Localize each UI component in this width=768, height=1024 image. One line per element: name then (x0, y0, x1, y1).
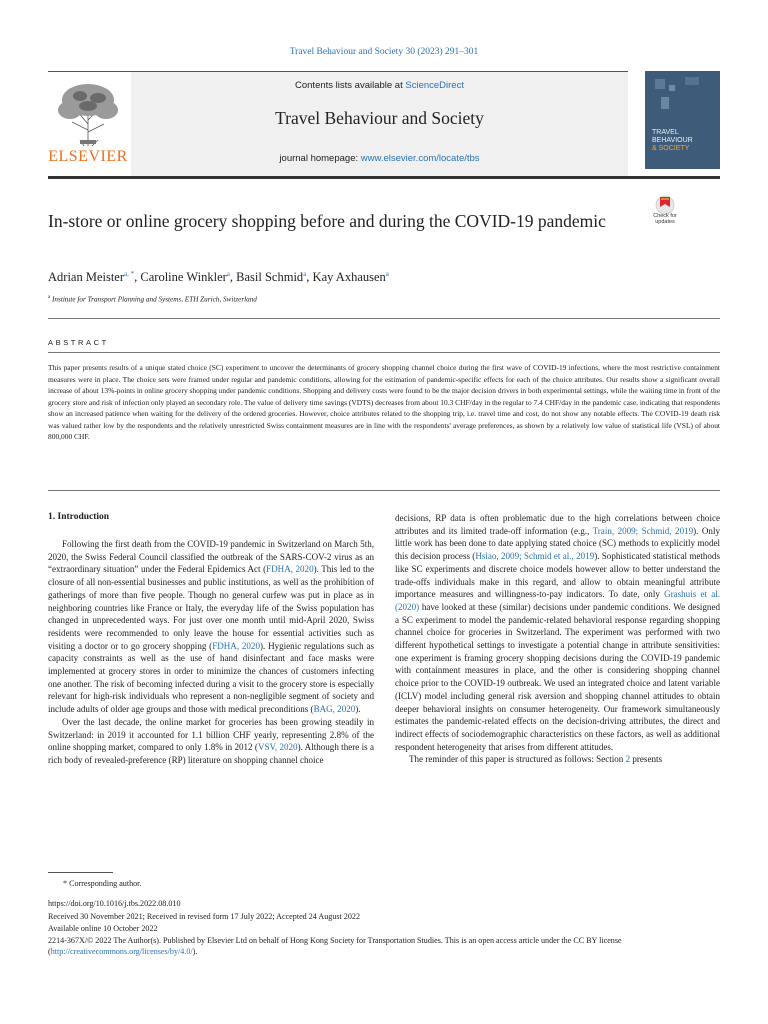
reference-link[interactable]: Hsiao, 2009; Schmid et al., 2019 (475, 551, 595, 562)
abstract-heading: ABSTRACT (48, 338, 109, 347)
journal-citation[interactable]: Travel Behaviour and Society 30 (2023) 291–301 (289, 47, 479, 57)
section-heading-introduction: 1. Introduction (48, 512, 110, 522)
author-list: Adrian Meister$^{a, *}$, Caroline Winkler$^a$, Basil Schmid$^a$, Kay Axhausen$^a$ (48, 270, 389, 285)
abstract-heading-rule (48, 352, 720, 353)
paragraph: Following the first death from the COVID-19 pandemic in Switzerland on March 5th, 2020, the Swiss Federal Council classified the outbreak of the SARS-COV-2 virus as an “extraordinary situation” under the Federal Epidemics Act (FDHA, 2020). This led to the closure of all non-essential businesses and public institutions, as well as the prohibition of gatherings of more than five people. Though no general curfew was put in place as in neighboring countries like France or Italy, the everyday life of the Swiss population has changed in unprecedented ways. For just over one month until mid-April 2020, Swiss residents were recommended to only leave the house for essential activities such as visiting a doctor or to go grocery shopping (FDHA, 2020). Hygienic regulations such as capacity constraints as well as the use of hand disinfectant and face masks were implemented at grocery stores in order to minimize the chances of customers infecting one another. The risk of becoming infected during a visit to the grocery store is especially relevant for high-risk individuals who represent a non-negligible segment of society and include adults of older age groups and those with medical preconditions (BAG, 2020). (48, 539, 375, 715)
right-column (395, 512, 720, 766)
author-name[interactable]: Adrian Meister (48, 270, 125, 285)
doi-link[interactable]: https://doi.org/10.1016/j.tbs.2022.08.010 (48, 899, 181, 908)
abstract-text: This paper presents results of a unique stated choice (SC) experiment to uncover the determinants of grocery shopping channel choice during the first wave of COVID-19 infections, where the most restrictive containment measures were in place. The choice sets were framed under regular and pandemic conditions, allowing for the estimation of pandemic-specific effects for each of the choice attributes. Our results show a significant overall increase of about 13%-points in online grocery shopping under pandemic conditions. Shopping and delivery costs were found to be the major decision drivers in both experimental settings, while the waiting time in front of the grocery store and risk of infection only played an secondary role. The value of delivery time savings (VDTS) decreases from about 10.3 CHF/day in the regular to 7.4 CHF/day in the pandemic case, indicating that respondents show an increased patience when waiting for the delivery of the ordered groceries. However, choice attributes related to the shopping trip, i.e. travel time and cost, do not show any notable effects. The COVID-19 death risk was valued rather low by the respondents and the relatively unrestricted Swiss containment measures are in line with the respondents' average preferences, as shown by a relatively low value of statistical life (VSL) of about 800,000 CHF. (48, 363, 720, 442)
paragraph: The reminder of this paper is structured as follows: Section 2 presents (409, 754, 663, 765)
sciencedirect-link[interactable]: ScienceDirect (405, 80, 464, 91)
footnote-rule (48, 872, 113, 873)
journal-homepage: journal homepage: www.elsevier.com/locate/tbs (279, 153, 480, 164)
journal-cover-image (645, 71, 720, 169)
author-marks[interactable]: a, * (124, 270, 135, 278)
reference-link[interactable]: Train, 2009; Schmid, 2019 (592, 525, 694, 536)
author-name[interactable]: Caroline Winkler (140, 270, 227, 285)
affiliation: $^a$ Institute for Transport Planning and Systems, ETH Zurich, Switzerland (48, 295, 257, 304)
elsevier-tree-logo-icon (50, 80, 126, 148)
section-link[interactable]: 2 (625, 754, 631, 765)
reference-link[interactable]: FDHA, 2020 (212, 640, 260, 651)
license-statement: 2214-367X/© 2022 The Author(s). Published by Elsevier Ltd on behalf of Hong Kong Society for Transportation Studies. This is an open access article under the CC BY license (http://creativecommons.org/licenses/by/4.0/). (48, 936, 622, 956)
check-for-updates-label[interactable]: Check for updates (653, 213, 677, 225)
elsevier-wordmark: ELSEVIER (48, 148, 128, 165)
cover-pattern-icon (645, 71, 720, 126)
author-marks[interactable]: a (303, 270, 307, 278)
author-marks[interactable]: a (226, 270, 230, 278)
cover-title: TRAVEL BEHAVIOUR & SOCIETY (652, 129, 693, 152)
reference-link[interactable]: Grashuis et al. (2020) (395, 589, 720, 612)
paragraph: Over the last decade, the online market for groceries has been growing steadily in Switzerland: in 2019 it accounted for 1.1 billion CHF yearly, representing 2.8% of the online shopping market, compared to only 1.8% in 2012 (VSV, 2020). Although there is a rich body of revealed-preference (RP) literature on shopping channel choice (48, 716, 374, 765)
author-marks[interactable]: a (385, 270, 389, 278)
paragraph: decisions, RP data is often problematic due to the high correlations between choice attributes and its limited trade-off information (e.g., Train, 2009; Schmid, 2019). Only little work has been done to date applying stated choice (SC) methods to explicitly model this decision process (Hsiao, 2009; Schmid et al., 2019). Sophisticated statistical methods like SC experiments and discrete choice models however allow to better understand the trade-offs individuals make in this regard, and allow to obtain meaningful attribute importance measures and willingness-to-pay indicators. To date, only Grashuis et al. (2020) have looked at these (similar) decisions under pandemic conditions. We designed a SC experiment to model the pandemic-related behavioral response regarding shopping channel choice for groceries in Switzerland. The experiment was performed with two different hypothetical settings to investigate a potential change in attribute sensitivities: one experiment is framing grocery shopping decisions during the COVID-19 pandemic with containment measures in place, and the other is considering shopping channel choice prior to the COVID-19 outbreak. We used an integrated choice and latent variable (ICLV) model including general risk aversion and shopping channel attitudes to obtain deeper behavioral insights on consumer heterogeneity. Our framework simultaneously estimates the pandemic-related effects on the decision-driving attributes, the direct and indirect effects of sociodemographic characteristics on these factors, as well as additional respondent heterogeneity that arises from different attitudes. (395, 513, 720, 752)
reference-link[interactable]: BAG, 2020 (313, 704, 356, 715)
author-name[interactable]: Kay Axhausen (312, 270, 386, 285)
left-column (48, 538, 374, 767)
contents-available: Contents lists available at ScienceDirect (295, 80, 464, 91)
header-bottom-rule (48, 176, 720, 179)
journal-title: Travel Behaviour and Society (275, 108, 484, 128)
received-dates: Received 30 November 2021; Received in revised form 17 July 2022; Accepted 24 August 2022 (48, 912, 360, 921)
license-link[interactable]: http://creativecommons.org/licenses/by/4.0/ (50, 947, 193, 956)
available-online: Available online 10 October 2022 (48, 924, 158, 933)
corresponding-author-note: * Corresponding author. (63, 879, 142, 888)
homepage-link[interactable]: www.elsevier.com/locate/tbs (360, 153, 480, 164)
author-name[interactable]: Basil Schmid (236, 270, 304, 285)
abstract-top-rule (48, 318, 720, 319)
article-title: In-store or online grocery shopping before and during the COVID-19 pandemic (48, 211, 606, 231)
reference-link[interactable]: VSV, 2020 (257, 742, 298, 753)
reference-link[interactable]: FDHA, 2020 (266, 564, 314, 575)
abstract-bottom-rule (48, 490, 720, 491)
